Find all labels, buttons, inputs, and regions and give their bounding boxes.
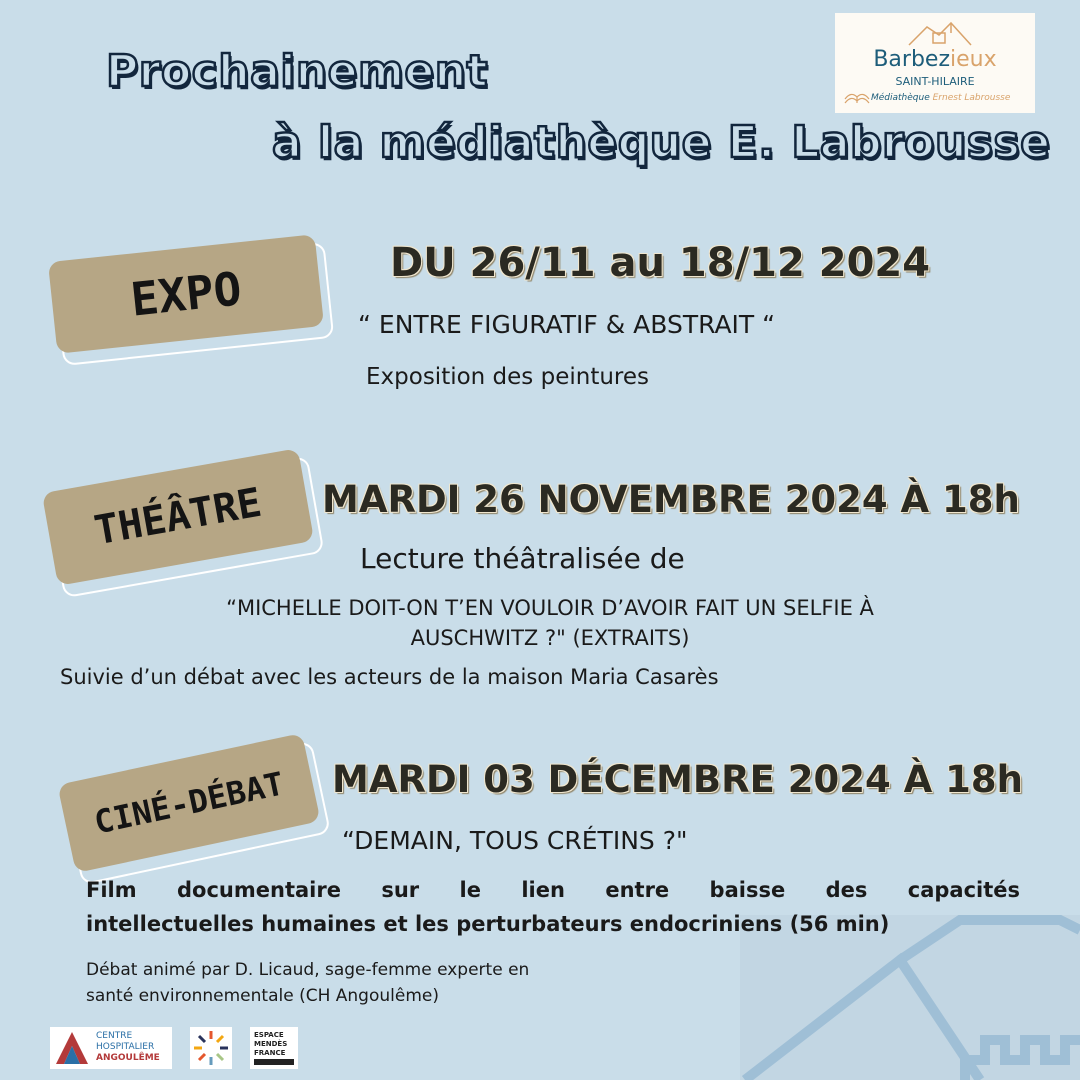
logo-subtitle: SAINT-HILAIRE (895, 75, 975, 88)
expo-tag-label: EXPO (128, 261, 244, 327)
expo-date: DU 26/11 au 18/12 2024 (390, 240, 931, 286)
theatre-description: Suivie d’un débat avec les acteurs de la maison Maria Casarès (60, 665, 719, 689)
logo-mediatheque: Médiathèque Ernest Labrousse (871, 93, 1011, 103)
cine-description-line1: Film documentaire sur le lien entre baisse des capacités (86, 878, 1020, 902)
ch-logo-mark-icon (52, 1030, 92, 1066)
espace-mendes-france-logo (250, 1027, 298, 1069)
cine-title: “DEMAIN, TOUS CRÉTINS ?" (342, 826, 688, 855)
cine-note-line2: santé environnementale (CH Angoulême) (86, 986, 439, 1006)
cine-tag-label: CINÉ-DÉBAT (90, 764, 288, 842)
page-title-line1: Prochainement (106, 46, 489, 97)
ch-logo-text: CENTRE HOSPITALIER ANGOULÊME (96, 1031, 160, 1063)
cine-note-line1: Débat animé par D. Licaud, sage-femme experte en (86, 960, 530, 980)
cine-description-line2: intellectuelles humaines et les perturbateurs endocriniens (56 min) (86, 912, 890, 936)
theatre-date: MARDI 26 NOVEMBRE 2024 À 18h (322, 478, 1020, 521)
expo-title: “ ENTRE FIGURATIF & ABSTRAIT “ (358, 310, 776, 339)
espace-logo-text: ESPACE MENDÈS FRANCE (254, 1031, 288, 1057)
theatre-subtitle: Lecture théâtralisée de (360, 542, 685, 575)
ch-angouleme-logo (50, 1027, 172, 1069)
espace-logo-bar (254, 1059, 294, 1065)
partner-sunburst-logo (190, 1027, 232, 1069)
theatre-tag-label: THÉÂTRE (90, 479, 265, 555)
castle-icon (905, 19, 975, 47)
logo-name: Barbezieux (873, 47, 997, 72)
expo-description: Exposition des peintures (366, 364, 649, 390)
book-icon (843, 87, 871, 107)
theatre-title-line2: AUSCHWITZ ?" (EXTRAITS) (410, 626, 690, 650)
theatre-title-line1: “MICHELLE DOIT-ON T’EN VOULOIR D’AVOIR FAIT UN SELFIE À (226, 596, 874, 620)
cine-date: MARDI 03 DÉCEMBRE 2024 À 18h (332, 758, 1023, 801)
page-title-line2: à la médiathèque E. Labrousse (272, 117, 1051, 168)
sunburst-icon (190, 1027, 232, 1069)
barbezieux-logo (835, 13, 1035, 113)
